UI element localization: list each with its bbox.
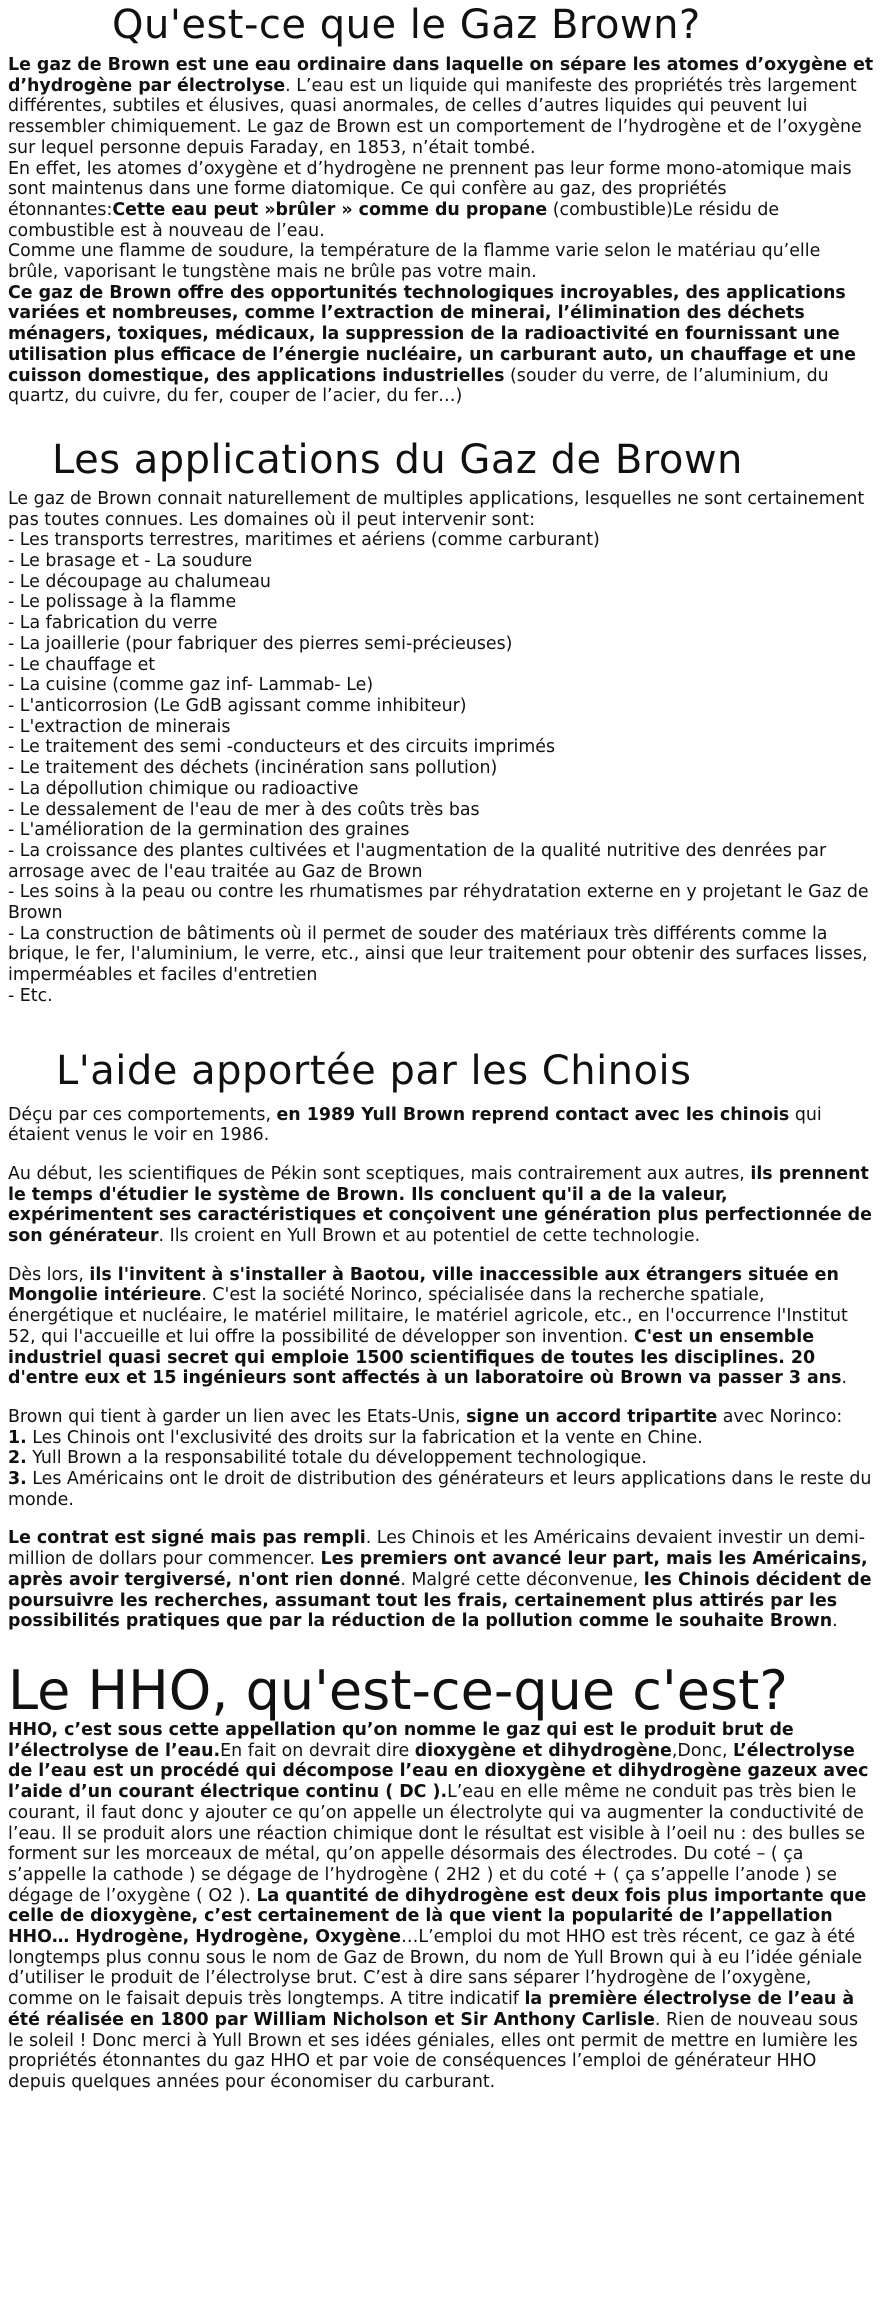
section-title-chinois: L'aide apportée par les Chinois bbox=[56, 1047, 692, 1094]
paragraph bbox=[8, 1105, 875, 1146]
bold-text: les Chinois décident de poursuivre les recherches, assumant tout les frais, certainement plus attirés par les possibilités pratiques que par la réduction de la pollution comme le souhaite Brown bbox=[8, 1569, 872, 1632]
section-title-hho: Le HHO, qu'est-ce-que c'est? bbox=[8, 1659, 788, 1722]
section-title-gaz-brown: Qu'est-ce que le Gaz Brown? bbox=[112, 2, 701, 48]
text: ,Donc, bbox=[671, 1740, 734, 1761]
list-item: - La dépollution chimique ou radioactive bbox=[8, 778, 359, 799]
bold-text: dioxygène et dihydrogène bbox=[414, 1740, 672, 1761]
list-item bbox=[8, 1428, 875, 1449]
list-item: - Les transports terrestres, maritimes et aériens (comme carburant) bbox=[8, 530, 600, 551]
bold-text: L’électrolyse de l’eau est un procédé qui décompose l’eau en dioxygène et dihydrogène gazeux avec l’aide d’un courant électrique continu ( DC ). bbox=[8, 1740, 869, 1803]
bold-text: Les premiers ont avancé leur part, mais les Américains, après avoir tergiversé, n'ont rien donné bbox=[8, 1549, 868, 1590]
text: avec Norinco: bbox=[717, 1406, 843, 1427]
text: . bbox=[832, 1611, 838, 1632]
bold-text: C'est un ensemble industriel quasi secret qui emploie 1500 scientifiques de toutes les disciplines. 20 d'entre eux et 15 ingénieurs sont affectés à un laboratoire où Brown va passer 3 ans bbox=[8, 1326, 842, 1389]
text: En fait on devrait dire bbox=[220, 1740, 415, 1761]
text: Les Chinois ont l'exclusivité des droits sur la fabrication et la vente en Chine. bbox=[26, 1427, 703, 1448]
text: . Malgré cette déconvenue, bbox=[400, 1569, 644, 1590]
bold-text: la première électrolyse de l’eau à été réalisée en 1800 par William Nicholson et Sir Anthony Carlisle bbox=[8, 1989, 855, 2030]
list-item bbox=[8, 1448, 875, 1469]
paragraph bbox=[8, 1164, 875, 1247]
text: . C'est la société Norinco, spécialisée dans la recherche spatiale, énergétique et nucléaire, le matériel militaire, le matériel agricole, etc., en l'occurrence l'Institut 52, qui l'accueille et lui offre la possibilité de développer son invention. bbox=[8, 1285, 848, 1347]
list-item: - Les soins à la peau ou contre les rhumatismes par réhydratation externe en y projetant le Gaz de Brown bbox=[8, 882, 869, 924]
text: . L’eau est un liquide qui manifeste des propriétés très largement différentes, subtiles et élusives, quasi anormales, de celles d’autres liquides qui peuvent lui ressembler chimiquement. Le gaz de Brown est un comportement de l’hydrogène et de l’oxygène sur lequel personne depuis Faraday, en 1853, n’était tombé. bbox=[8, 75, 862, 158]
text: Déçu par ces comportements, bbox=[8, 1104, 277, 1125]
list-item: - La fabrication du verre bbox=[8, 613, 218, 634]
list-item: - Le découpage au chalumeau bbox=[8, 571, 271, 592]
paragraph bbox=[8, 1265, 875, 1389]
list-item: - Le chauffage et bbox=[8, 654, 156, 675]
section-applications bbox=[8, 489, 875, 1007]
section-chinois bbox=[8, 1105, 875, 1632]
text: qui étaient venus le voir en 1986. bbox=[8, 1104, 822, 1146]
text: Dès lors, bbox=[8, 1264, 90, 1285]
list-item: - Le traitement des semi -conducteurs et des circuits imprimés bbox=[8, 737, 556, 758]
list-item: - Le dessalement de l'eau de mer à des coûts très bas bbox=[8, 799, 480, 820]
text: Les Américains ont le droit de distribution des générateurs et leurs applications dans le reste du monde. bbox=[8, 1469, 872, 1510]
paragraph: Comme une flamme de soudure, la température de la flamme varie selon le matériau qu’elle brûle, vaporisant le tungstène mais ne brûle pas votre main. bbox=[8, 241, 821, 283]
point-number: 3. bbox=[8, 1469, 27, 1490]
list-item: - La joaillerie (pour fabriquer des pierres semi-précieuses) bbox=[8, 633, 513, 654]
paragraph bbox=[8, 55, 875, 159]
text: . Ils croient en Yull Brown et au potentiel de cette technologie. bbox=[158, 1226, 701, 1247]
text: Brown qui tient à garder un lien avec les Etats-Unis, bbox=[8, 1406, 467, 1427]
section-hho bbox=[8, 1720, 875, 2093]
bold-text: Cette eau peut »brûler » comme du propane bbox=[112, 199, 548, 220]
list-item: - La croissance des plantes cultivées et l'augmentation de la qualité nutritive des denrées par arrosage avec de l'eau traitée au Gaz de Brown bbox=[8, 840, 827, 882]
text: L’eau en elle même ne conduit pas très bien le courant, il faut donc y ajouter ce qu’on appelle un électrolyte qui va augmenter la conductivité de l’eau. Il se produit alors une réaction chimique dont le résultat est visible à l’oeil nu : des bulles se forment sur les morceaux de métal, qu’on appelle désormais des électrodes. Du coté – ( ça s’appelle la cathode ) se dégage de l’hydrogène ( 2H2 ) et du coté + ( ça s’appelle l’anode ) se dégage de l’oxygène ( O2 ). bbox=[8, 1782, 866, 1906]
bold-text: La quantité de dihydrogène est deux fois plus importante que celle de dioxygène, c’est certainement de là que vient la popularité de l’appellation HHO… Hydrogène, Hydrogène, Oxygène bbox=[8, 1885, 867, 1948]
section-gaz-brown bbox=[8, 55, 875, 407]
paragraph: Le gaz de Brown connait naturellement de multiples applications, lesquelles ne sont certainement pas toutes connues. Les domaines où il peut intervenir sont: bbox=[8, 488, 865, 530]
list-item: - La cuisine (comme gaz inf- Lammab- Le) bbox=[8, 675, 374, 696]
text: En effet, les atomes d’oxygène et d’hydrogène ne prennent pas leur forme mono-atomique mais sont maintenus dans une forme diatomique. Ce qui confère au gaz, des propriétés étonnantes: bbox=[8, 158, 852, 220]
bold-text: ils prennent le temps d'étudier le système de Brown. Ils concluent qu'il a de la valeur, expérimentent ses caractéristiques et conçoivent une génération plus perfectionnée de son générateur bbox=[8, 1163, 872, 1247]
text: (combustible)Le résidu de combustible est à nouveau de l’eau. bbox=[8, 199, 780, 241]
paragraph bbox=[8, 1407, 875, 1428]
bold-text: Le gaz de Brown est une eau ordinaire dans laquelle on sépare les atomes d’oxygène et d’hydrogène par électrolyse bbox=[8, 55, 874, 96]
bold-text: signe un accord tripartite bbox=[466, 1406, 718, 1427]
bold-text: en 1989 Yull Brown reprend contact avec les chinois bbox=[276, 1104, 790, 1125]
agreement-points bbox=[8, 1428, 875, 1511]
list-item: - La construction de bâtiments où il permet de souder des matériaux très différents comme la brique, le fer, l'aluminium, le verre, etc., ainsi que leur traitement pour obtenir des surfaces lisses, imperméables et faciles d'entretien bbox=[8, 923, 868, 986]
paragraph bbox=[8, 1528, 875, 1632]
text: (souder du verre, de l’aluminium, du quartz, du cuivre, du fer, couper de l’acier, du fer…) bbox=[8, 365, 829, 407]
list-item: - Le brasage et - La soudure bbox=[8, 551, 253, 572]
text: . Les Chinois et les Américains devaient investir un demi-million de dollars pour commencer. bbox=[8, 1528, 866, 1570]
applications-list bbox=[8, 530, 875, 1006]
text: Yull Brown a la responsabilité totale du développement technologique. bbox=[26, 1448, 647, 1469]
point-number: 2. bbox=[8, 1448, 27, 1469]
list-item: - Le polissage à la flamme bbox=[8, 592, 237, 613]
text: Au début, les scientifiques de Pékin sont sceptiques, mais contrairement aux autres, bbox=[8, 1163, 751, 1184]
list-item bbox=[8, 1469, 875, 1510]
point-number: 1. bbox=[8, 1427, 27, 1448]
bold-text: HHO, c’est sous cette appellation qu’on nomme le gaz qui est le produit brut de l’électrolyse de l’eau. bbox=[8, 1720, 794, 1761]
bold-text: ils l'invitent à s'installer à Baotou, ville inaccessible aux étrangers située en Mongolie intérieure bbox=[8, 1264, 839, 1306]
bold-text: Ce gaz de Brown offre des opportunités technologiques incroyables, des applications variées et nombreuses, comme l’extraction de minerai, l’élimination des déchets ménagers, toxiques, médicaux, la suppression de la radioactivité en fournissant une utilisation plus efficace de l’énergie nucléaire, un carburant auto, un chauffage et une cuisson domestique, des applications industrielles bbox=[8, 282, 856, 386]
section-title-applications: Les applications du Gaz de Brown bbox=[52, 436, 743, 483]
list-item: - L'extraction de minerais bbox=[8, 716, 231, 737]
paragraph bbox=[8, 1720, 875, 2093]
list-item: - Etc. bbox=[8, 985, 53, 1006]
list-item: - L'amélioration de la germination des graines bbox=[8, 820, 410, 841]
text: . Rien de nouveau sous le soleil ! Donc merci à Yull Brown et ses idées géniales, elles ont permit de mettre en lumière les propriétés étonnantes du gaz HHO et par voie de conséquences l’emploi de générateur HHO depuis quelques années pour économiser du carburant. bbox=[8, 2009, 859, 2092]
list-item: - Le traitement des déchets (incinération sans pollution) bbox=[8, 758, 498, 779]
text: . bbox=[841, 1368, 848, 1389]
bold-text: Le contrat est signé mais pas rempli bbox=[8, 1528, 366, 1549]
paragraph bbox=[8, 159, 875, 242]
paragraph bbox=[8, 283, 875, 407]
list-item: - L'anticorrosion (Le GdB agissant comme inhibiteur) bbox=[8, 695, 467, 716]
text: …L’emploi du mot HHO est très récent, ce gaz à été longtemps plus connu sous le nom de Gaz de Brown, du nom de Yull Brown qui à eu l’idée géniale d’utiliser le produit de l’électrolyse brut. C’est à dire sans séparer l’hydrogène de l’oxygène, comme on le faisait depuis très longtemps. A titre indicatif bbox=[8, 1927, 863, 2010]
